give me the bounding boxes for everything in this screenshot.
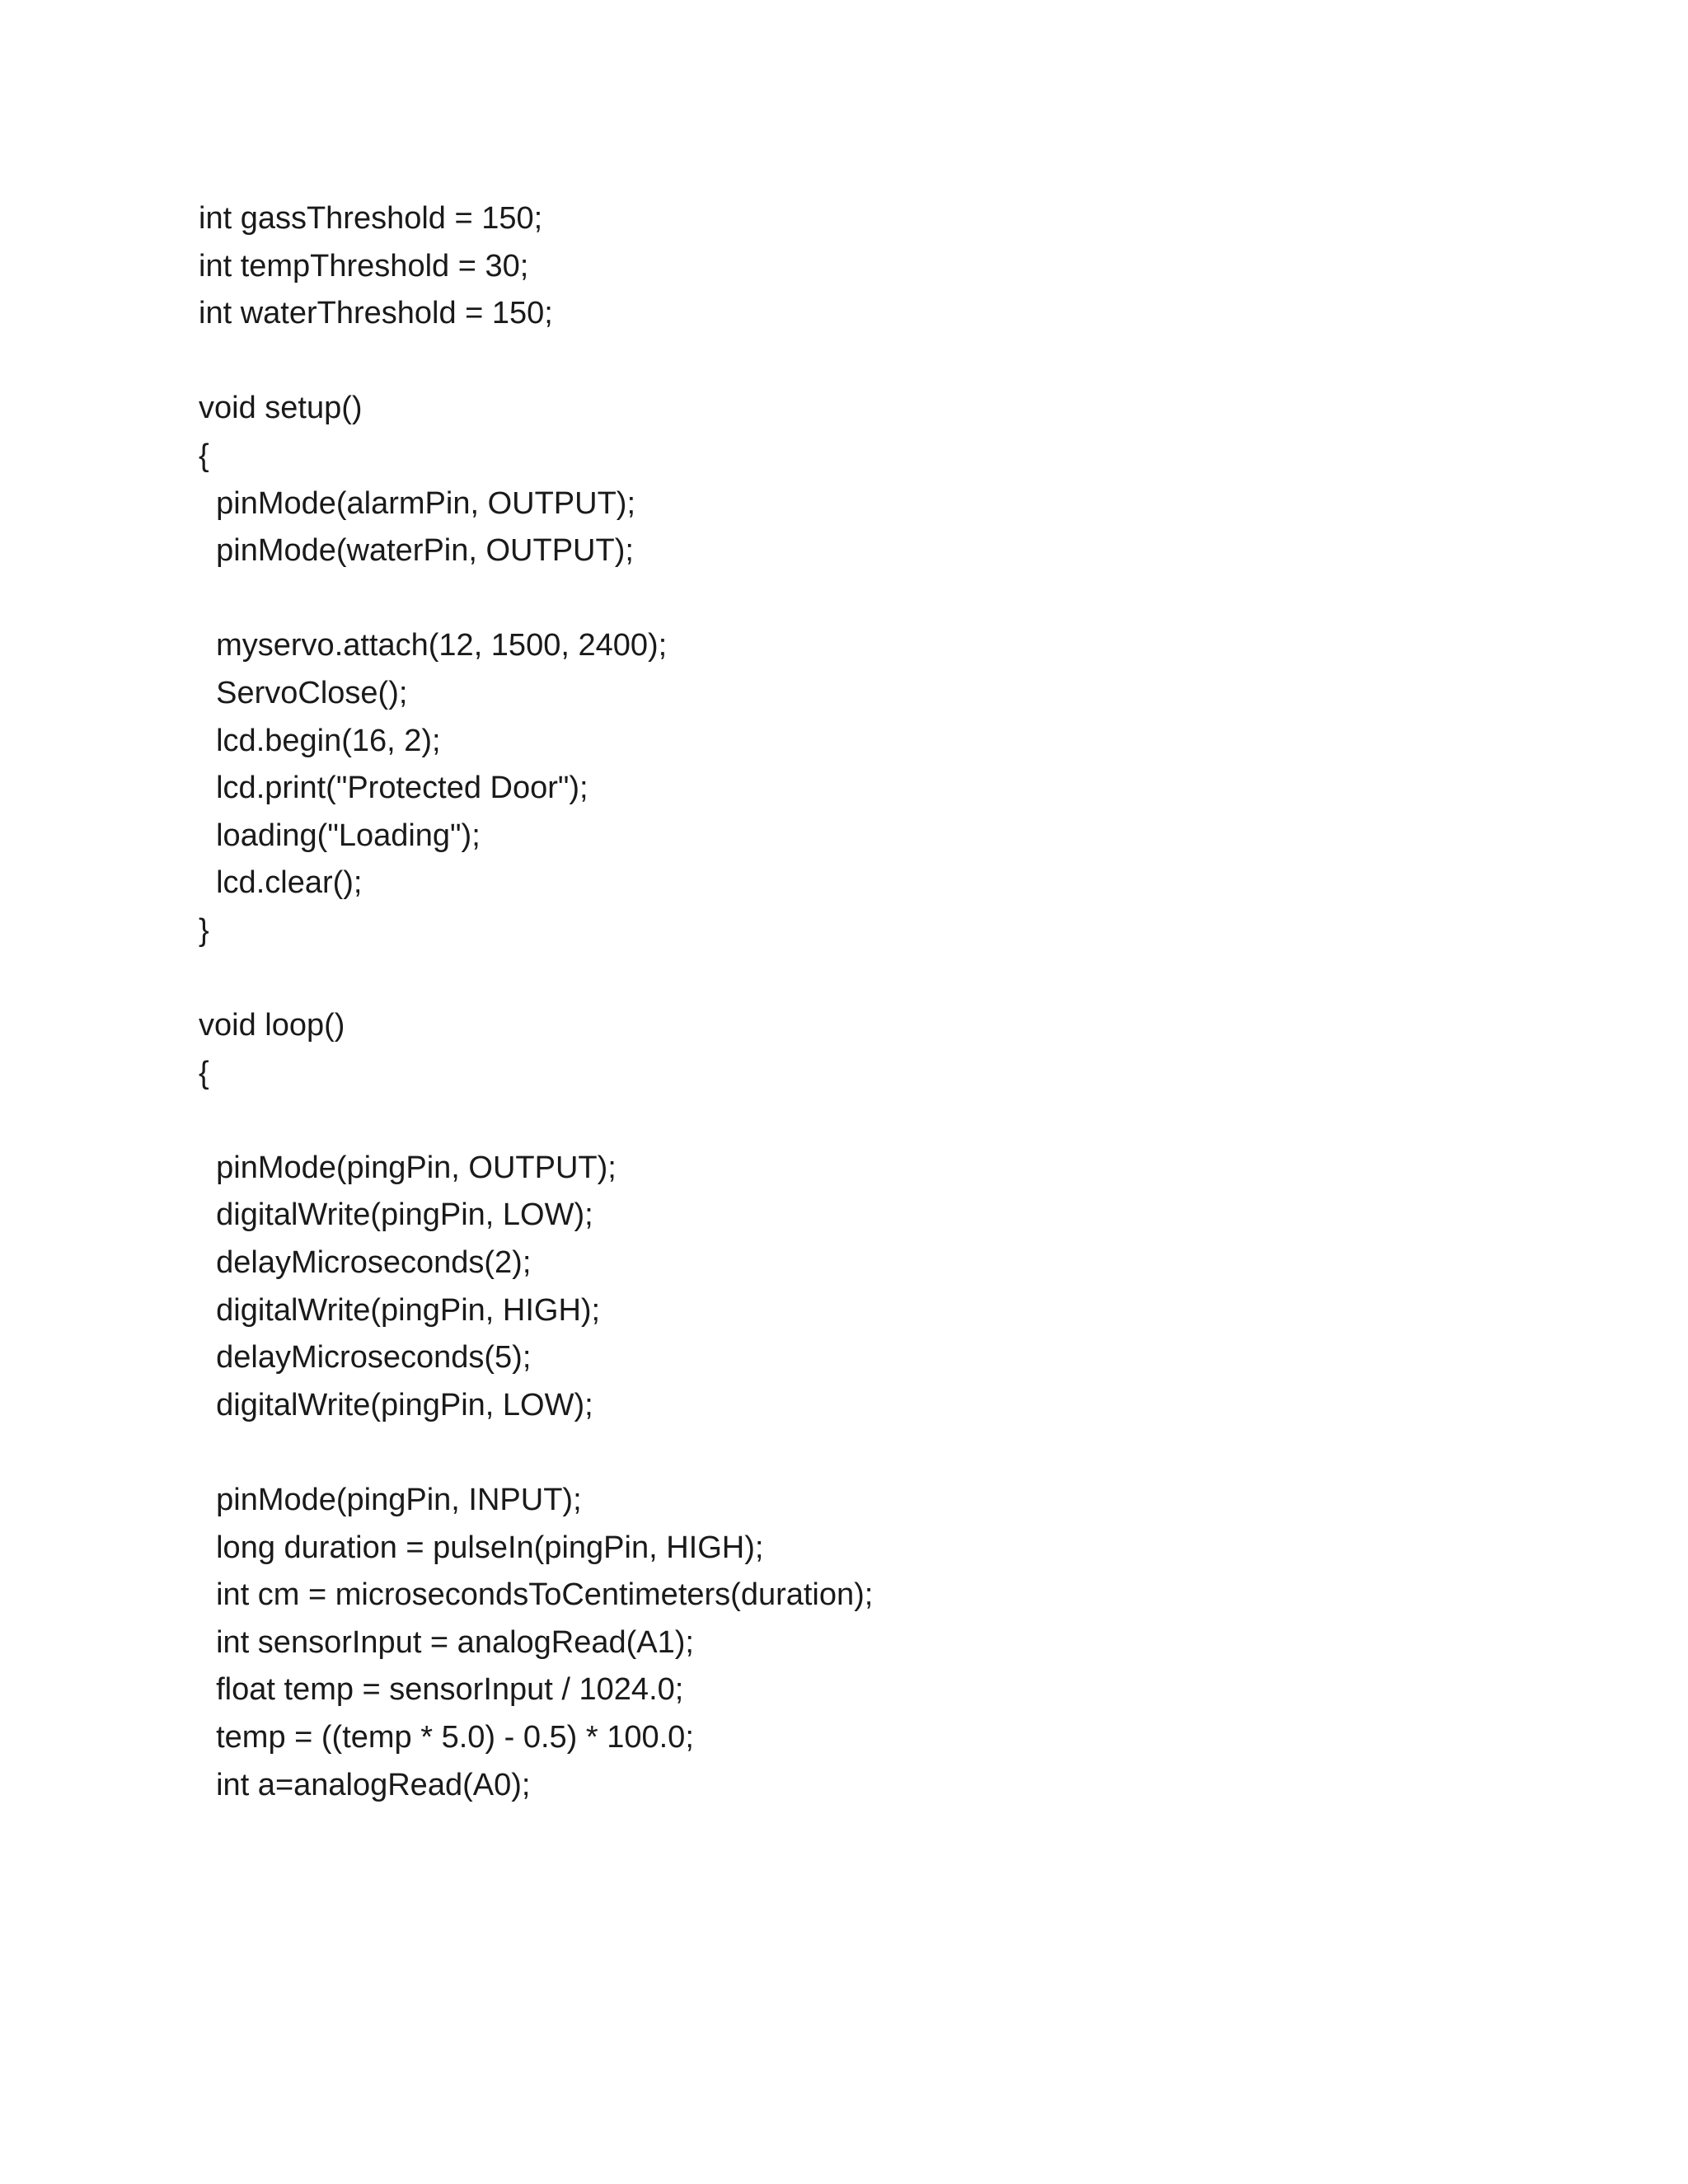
code-line: lcd.begin(16, 2); (199, 723, 441, 758)
code-line: int waterThreshold = 150; (199, 296, 553, 331)
code-line: lcd.clear(); (199, 865, 363, 901)
code-line (199, 338, 1484, 386)
code-line: digitalWrite(pingPin, LOW); (199, 1197, 593, 1233)
code-line: myservo.attach(12, 1500, 2400); (199, 628, 668, 663)
code-line: ServoClose(); (199, 675, 408, 710)
code-line: } (199, 912, 209, 948)
code-line (199, 955, 1484, 1003)
code-line (199, 1097, 1484, 1145)
code-line: digitalWrite(pingPin, HIGH); (199, 1292, 601, 1328)
code-line: pinMode(pingPin, INPUT); (199, 1483, 582, 1518)
code-line: lcd.print("Protected Door"); (199, 771, 588, 806)
code-line: int cm = microsecondsToCentimeters(duration); (199, 1577, 874, 1613)
code-line: void loop() (199, 1008, 345, 1043)
code-line: void setup() (199, 391, 363, 426)
code-line: int gassThreshold = 150; (199, 201, 543, 236)
code-line: float temp = sensorInput / 1024.0; (199, 1672, 684, 1708)
code-line: pinMode(waterPin, OUTPUT); (199, 533, 634, 569)
code-line: pinMode(pingPin, OUTPUT); (199, 1150, 617, 1185)
code-line: digitalWrite(pingPin, LOW); (199, 1387, 593, 1422)
code-line: int tempThreshold = 30; (199, 248, 529, 284)
code-line (199, 1429, 1484, 1477)
code-block (199, 195, 1484, 1809)
code-line (199, 575, 1484, 623)
code-line: int a=analogRead(A0); (199, 1767, 531, 1802)
code-line: delayMicroseconds(2); (199, 1245, 532, 1281)
code-line: int sensorInput = analogRead(A1); (199, 1624, 694, 1660)
code-line: temp = ((temp * 5.0) - 0.5) * 100.0; (199, 1720, 694, 1755)
code-line: pinMode(alarmPin, OUTPUT); (199, 485, 636, 521)
code-line: delayMicroseconds(5); (199, 1340, 532, 1376)
code-line: { (199, 1055, 209, 1090)
code-line: { (199, 438, 209, 473)
code-line: long duration = pulseIn(pingPin, HIGH); (199, 1530, 764, 1565)
code-line: loading("Loading"); (199, 818, 481, 853)
